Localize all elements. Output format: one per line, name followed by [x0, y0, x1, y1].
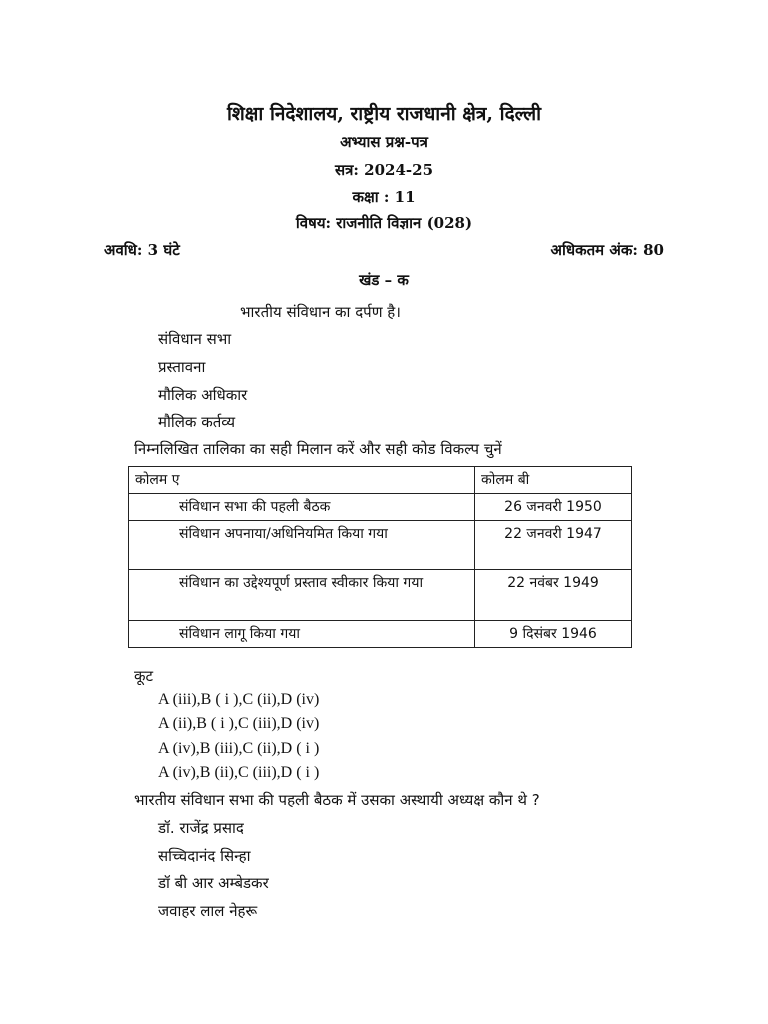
question-1-text: भारतीय संविधान का दर्पण है। [240, 303, 401, 321]
table-cell-b: 9 दिसंबर 1946 [475, 621, 632, 648]
question-2-option: A (iv),B (iii),C (ii),D ( i ) [158, 740, 320, 757]
max-marks-label: अधिकतम अंक: 80 [550, 241, 664, 259]
question-3-option: डॉ. राजेंद्र प्रसाद [158, 819, 244, 837]
column-b-header: कोलम बी [475, 467, 632, 494]
question-2-option: A (iii),B ( i ),C (ii),D (iv) [158, 691, 320, 708]
table-cell-a: संविधान अपनाया/अधिनियमित किया गया [129, 521, 475, 570]
question-1-option: संविधान सभा [158, 330, 232, 348]
table-header-row [129, 467, 632, 494]
table-cell-a: संविधान लागू किया गया [129, 621, 475, 648]
paper-subtitle: अभ्यास प्रश्न-पत्र [340, 133, 428, 151]
subject-label: विषय: राजनीति विज्ञान (028) [295, 214, 473, 232]
question-3-option: सच्चिदानंद सिन्हा [158, 847, 251, 865]
section-heading: खंड – क [359, 271, 409, 289]
table-cell-a: संविधान का उद्देश्यपूर्ण प्रस्ताव स्वीकार किया गया [129, 570, 475, 621]
table-cell-a: संविधान सभा की पहली बैठक [129, 494, 475, 521]
session-label: सत्र: 2024-25 [334, 161, 434, 179]
column-a-header: कोलम ए [129, 467, 475, 494]
question-1-option: मौलिक कर्तव्य [158, 413, 236, 431]
table-cell-b: 22 जनवरी 1947 [475, 521, 632, 570]
question-2-text: निम्नलिखित तालिका का सही मिलान करें और सही कोड विकल्प चुनें [134, 440, 502, 458]
table-row [129, 521, 632, 570]
class-label: कक्षा : 11 [352, 188, 416, 206]
match-table [128, 466, 632, 648]
table-cell-b: 22 नवंबर 1949 [475, 570, 632, 621]
table-cell-b: 26 जनवरी 1950 [475, 494, 632, 521]
question-1-option: मौलिक अधिकार [158, 386, 248, 404]
question-2-option: A (iv),B (ii),C (iii),D ( i ) [158, 764, 320, 781]
question-3-text: भारतीय संविधान सभा की पहली बैठक में उसका अस्थायी अध्यक्ष कौन थे ? [134, 791, 540, 809]
question-3-option: जवाहर लाल नेहरू [158, 902, 258, 920]
table-row [129, 621, 632, 648]
duration-label: अवधि: 3 घंटे [104, 241, 180, 259]
institution-title: शिक्षा निदेशालय, राष्ट्रीय राजधानी क्षेत्र, दिल्ली [226, 103, 542, 125]
code-label: कूट [134, 667, 154, 685]
question-1-option: प्रस्तावना [158, 358, 206, 376]
table-row [129, 494, 632, 521]
question-2-option: A (ii),B ( i ),C (iii),D (iv) [158, 715, 320, 732]
question-3-option: डॉ बी आर अम्बेडकर [158, 874, 269, 892]
table-row [129, 570, 632, 621]
